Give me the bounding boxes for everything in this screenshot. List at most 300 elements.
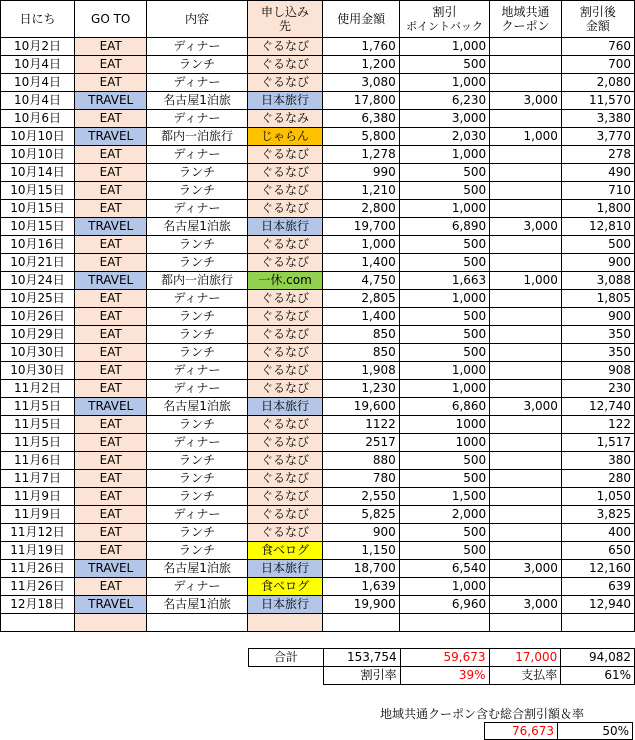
date-cell: 12月18日 [1,596,75,614]
destination-cell: 食べログ [247,542,323,560]
after-amount-cell: 400 [561,524,634,542]
amount-cell: 1,908 [323,362,399,380]
after-amount-cell: 710 [561,182,634,200]
table-row [1,272,635,290]
coupon-cell [490,416,562,434]
date-cell: 11月5日 [1,416,75,434]
after-amount-cell: 1,800 [561,200,634,218]
goto-cell: EAT [75,380,147,398]
destination-cell: 日本旅行 [247,560,323,578]
coupon-cell [490,236,562,254]
after-amount-cell: 12,740 [561,398,634,416]
destination-cell: 日本旅行 [247,398,323,416]
header-discount [399,1,489,38]
date-cell: 11月2日 [1,380,75,398]
goto-cell: EAT [75,74,147,92]
coupon-cell [490,326,562,344]
discount-cell: 500 [399,254,489,272]
destination-cell: ぐるなび [247,524,323,542]
table-row [1,56,635,74]
goto-cell: EAT [75,308,147,326]
goto-cell: EAT [75,452,147,470]
table-row [1,344,635,362]
date-cell: 10月4日 [1,56,75,74]
date-cell: 10月30日 [1,344,75,362]
coupon-cell [490,164,562,182]
date-cell: 10月14日 [1,164,75,182]
content-cell: ランチ [147,56,247,74]
destination-cell: 一休.com [247,272,323,290]
date-cell: 11月9日 [1,506,75,524]
discount-cell: 500 [399,164,489,182]
header-coupon [490,1,562,38]
header-after-line1: 割引後 [579,5,616,19]
destination-cell: ぐるなび [247,254,323,272]
after-amount-cell: 760 [561,38,634,56]
goto-cell: TRAVEL [75,596,147,614]
content-cell: ディナー [147,146,247,164]
date-cell: 10月24日 [1,272,75,290]
after-amount-cell: 12,160 [561,560,634,578]
table-row [1,452,635,470]
header-amount: 使用金額 [323,1,399,38]
amount-cell: 900 [323,524,399,542]
discount-cell: 1000 [399,416,489,434]
discount-cell: 2,000 [399,506,489,524]
goto-cell: EAT [75,326,147,344]
coupon-cell [490,110,562,128]
date-cell: 10月21日 [1,254,75,272]
goto-cell: EAT [75,470,147,488]
discount-cell: 6,960 [399,596,489,614]
summary-table [248,648,635,685]
date-cell: 11月6日 [1,452,75,470]
after-amount-cell: 278 [561,146,634,164]
table-row [1,416,635,434]
coupon-cell [490,578,562,596]
coupon-cell [490,542,562,560]
date-cell: 11月5日 [1,398,75,416]
coupon-cell [490,200,562,218]
amount-cell: 1,200 [323,56,399,74]
content-cell: ディナー [147,110,247,128]
coupon-cell [490,182,562,200]
table-row [1,524,635,542]
coupon-cell [490,254,562,272]
table-row [1,236,635,254]
destination-cell: ぐるなび [247,380,323,398]
amount-cell: 1,000 [323,236,399,254]
destination-cell: ぐるなび [247,146,323,164]
after-amount-cell: 280 [561,470,634,488]
table-row [1,362,635,380]
destination-cell: ぐるなび [247,308,323,326]
table-row [1,488,635,506]
header-goto: GO TO [75,1,147,38]
amount-cell: 1,400 [323,254,399,272]
discount-cell: 6,230 [399,92,489,110]
discount-cell: 1,000 [399,38,489,56]
after-amount-cell: 908 [561,362,634,380]
amount-cell: 2,800 [323,200,399,218]
date-cell: 10月4日 [1,92,75,110]
table-row [1,218,635,236]
content-cell: ランチ [147,182,247,200]
content-cell: 都内一泊旅行 [147,272,247,290]
date-cell: 10月10日 [1,146,75,164]
date-cell: 10月15日 [1,200,75,218]
destination-cell: 日本旅行 [247,596,323,614]
destination-cell: 食べログ [247,578,323,596]
empty-cell [147,614,247,632]
amount-cell: 1,400 [323,308,399,326]
after-amount-cell: 230 [561,380,634,398]
date-cell: 11月19日 [1,542,75,560]
total-discount: 59,673 [400,649,489,667]
goto-cell: EAT [75,524,147,542]
amount-cell: 1,150 [323,542,399,560]
coupon-cell [490,524,562,542]
empty-cell [247,614,323,632]
amount-cell: 1,210 [323,182,399,200]
table-row [1,110,635,128]
goto-cell: EAT [75,164,147,182]
table-row [1,542,635,560]
goto-cell: TRAVEL [75,398,147,416]
after-amount-cell: 639 [561,578,634,596]
destination-cell: ぐるなび [247,470,323,488]
goto-cell: EAT [75,362,147,380]
empty-cell [399,614,489,632]
table-row [1,146,635,164]
after-amount-cell: 380 [561,452,634,470]
after-amount-cell: 3,770 [561,128,634,146]
table-row [1,308,635,326]
discount-cell: 500 [399,236,489,254]
content-cell: ランチ [147,542,247,560]
goto-cell: EAT [75,290,147,308]
table-row [1,254,635,272]
empty-cell [323,614,399,632]
amount-cell: 19,600 [323,398,399,416]
coupon-cell [490,506,562,524]
date-cell: 10月4日 [1,74,75,92]
table-row [1,470,635,488]
content-cell: ランチ [147,236,247,254]
amount-cell: 5,825 [323,506,399,524]
summary-total-row [249,649,635,667]
header-row [1,1,635,38]
overall-discount-table [484,722,633,740]
header-discount-line2: ポイントバック [406,19,483,33]
discount-cell: 1,000 [399,290,489,308]
table-row [1,596,635,614]
coupon-cell [490,74,562,92]
after-amount-cell: 11,570 [561,92,634,110]
amount-cell: 3,080 [323,74,399,92]
content-cell: ランチ [147,164,247,182]
discount-cell: 1,000 [399,200,489,218]
coupon-cell [490,38,562,56]
pay-rate-label: 支払率 [489,667,561,685]
after-amount-cell: 2,080 [561,74,634,92]
coupon-cell [490,56,562,74]
after-amount-cell: 490 [561,164,634,182]
content-cell: 都内一泊旅行 [147,128,247,146]
header-after-line2: 金額 [585,19,610,33]
destination-cell: ぐるなび [247,200,323,218]
discount-cell: 6,890 [399,218,489,236]
date-cell: 11月7日 [1,470,75,488]
date-cell: 10月15日 [1,218,75,236]
destination-cell: 日本旅行 [247,92,323,110]
total-coupon: 17,000 [489,649,561,667]
total-after: 94,082 [561,649,635,667]
table-row [1,182,635,200]
overall-discount-label: 地域共通クーポン含む総合割引額＆率 [380,707,585,721]
after-amount-cell: 700 [561,56,634,74]
coupon-cell [490,470,562,488]
table-row [1,380,635,398]
header-coupon-line1: 地域共通 [501,5,550,19]
goto-cell: EAT [75,200,147,218]
destination-cell: ぐるなび [247,182,323,200]
discount-cell: 1,000 [399,578,489,596]
amount-cell: 1,230 [323,380,399,398]
content-cell: ディナー [147,578,247,596]
pay-rate-value: 61% [561,667,635,685]
coupon-cell: 3,000 [490,218,562,236]
discount-cell: 1,000 [399,74,489,92]
date-cell: 11月26日 [1,560,75,578]
destination-cell: ぐるなび [247,344,323,362]
goto-cell: EAT [75,488,147,506]
table-row [1,290,635,308]
header-content: 内容 [147,1,247,38]
after-amount-cell: 1,805 [561,290,634,308]
empty-cell [561,614,634,632]
date-cell: 10月26日 [1,308,75,326]
goto-cell: TRAVEL [75,128,147,146]
coupon-cell: 3,000 [490,398,562,416]
goto-cell: EAT [75,542,147,560]
amount-cell: 6,380 [323,110,399,128]
content-cell: ディナー [147,434,247,452]
table-row [1,92,635,110]
destination-cell: ぐるなび [247,434,323,452]
table-row [1,434,635,452]
date-cell: 11月9日 [1,488,75,506]
empty-row [1,614,635,632]
content-cell: 名古屋1泊旅 [147,218,247,236]
after-amount-cell: 3,825 [561,506,634,524]
header-destination-line1: 申し込み [261,5,310,19]
content-cell: ランチ [147,488,247,506]
discount-cell: 1000 [399,434,489,452]
amount-cell: 2,550 [323,488,399,506]
table-row [1,326,635,344]
date-cell: 10月6日 [1,110,75,128]
after-amount-cell: 3,380 [561,110,634,128]
amount-cell: 18,700 [323,560,399,578]
destination-cell: ぐるなび [247,56,323,74]
table-row [1,74,635,92]
amount-cell: 2517 [323,434,399,452]
goto-cell: TRAVEL [75,92,147,110]
date-cell: 11月12日 [1,524,75,542]
overall-discount-row [485,723,633,740]
content-cell: 名古屋1泊旅 [147,398,247,416]
amount-cell: 4,750 [323,272,399,290]
content-cell: 名古屋1泊旅 [147,596,247,614]
content-cell: ランチ [147,254,247,272]
discount-cell: 3,000 [399,110,489,128]
goto-cell: EAT [75,254,147,272]
coupon-cell [490,380,562,398]
after-amount-cell: 500 [561,236,634,254]
discount-cell: 500 [399,542,489,560]
destination-cell: 日本旅行 [247,218,323,236]
content-cell: ランチ [147,416,247,434]
coupon-cell: 1,000 [490,272,562,290]
overall-discount-amount: 76,673 [485,723,558,740]
date-cell: 10月15日 [1,182,75,200]
date-cell: 10月25日 [1,290,75,308]
goto-cell: EAT [75,38,147,56]
header-destination [247,1,323,38]
after-amount-cell: 900 [561,254,634,272]
discount-cell: 500 [399,452,489,470]
content-cell: ディナー [147,290,247,308]
coupon-cell [490,488,562,506]
total-label: 合計 [249,649,324,667]
coupon-cell [490,362,562,380]
discount-cell: 1,500 [399,488,489,506]
table-row [1,200,635,218]
discount-cell: 500 [399,56,489,74]
destination-cell: ぐるなみ [247,110,323,128]
goto-cell: EAT [75,434,147,452]
after-amount-cell: 3,088 [561,272,634,290]
amount-cell: 1,278 [323,146,399,164]
content-cell: ディナー [147,74,247,92]
content-cell: ランチ [147,524,247,542]
discount-cell: 1,000 [399,362,489,380]
destination-cell: ぐるなび [247,488,323,506]
content-cell: ディナー [147,200,247,218]
content-cell: 名古屋1泊旅 [147,92,247,110]
after-amount-cell: 1,050 [561,488,634,506]
coupon-cell [490,434,562,452]
goto-cell: EAT [75,578,147,596]
goto-cell: EAT [75,146,147,164]
discount-cell: 500 [399,326,489,344]
amount-cell: 1,639 [323,578,399,596]
destination-cell: ぐるなび [247,236,323,254]
destination-cell: ぐるなび [247,74,323,92]
after-amount-cell: 350 [561,344,634,362]
goto-cell: EAT [75,110,147,128]
content-cell: ディナー [147,362,247,380]
discount-rate-value: 39% [400,667,489,685]
destination-cell: ぐるなび [247,164,323,182]
header-after [561,1,634,38]
coupon-cell: 3,000 [490,596,562,614]
empty-cell [490,614,562,632]
goto-cell: TRAVEL [75,272,147,290]
header-destination-line2: 先 [279,19,292,33]
after-amount-cell: 12,940 [561,596,634,614]
amount-cell: 19,900 [323,596,399,614]
discount-cell: 1,663 [399,272,489,290]
after-amount-cell: 900 [561,308,634,326]
amount-cell: 850 [323,326,399,344]
amount-cell: 5,800 [323,128,399,146]
total-amount: 153,754 [323,649,400,667]
destination-cell: じゃらん [247,128,323,146]
table-row [1,38,635,56]
table-row [1,506,635,524]
header-discount-line1: 割引 [432,4,457,19]
content-cell: ディナー [147,380,247,398]
content-cell: ランチ [147,308,247,326]
content-cell: ディナー [147,38,247,56]
table-body [1,38,635,632]
summary-spacer [249,667,324,685]
table-row [1,128,635,146]
destination-cell: ぐるなび [247,362,323,380]
discount-cell: 500 [399,344,489,362]
coupon-cell [490,290,562,308]
coupon-cell [490,146,562,164]
amount-cell: 1122 [323,416,399,434]
goto-cell: TRAVEL [75,218,147,236]
date-cell: 10月30日 [1,362,75,380]
discount-cell: 500 [399,470,489,488]
coupon-cell [490,308,562,326]
date-cell: 10月2日 [1,38,75,56]
amount-cell: 17,800 [323,92,399,110]
content-cell: ディナー [147,506,247,524]
content-cell: ランチ [147,470,247,488]
discount-cell: 500 [399,308,489,326]
discount-cell: 6,540 [399,560,489,578]
goto-cell: EAT [75,344,147,362]
header-date: 日にち [1,1,75,38]
discount-cell: 1,000 [399,146,489,164]
coupon-cell: 3,000 [490,560,562,578]
destination-cell: ぐるなび [247,416,323,434]
goto-cell: EAT [75,506,147,524]
date-cell: 10月16日 [1,236,75,254]
table-row [1,164,635,182]
discount-rate-label: 割引率 [323,667,400,685]
date-cell: 11月5日 [1,434,75,452]
coupon-cell: 1,000 [490,128,562,146]
destination-cell: ぐるなび [247,38,323,56]
amount-cell: 2,805 [323,290,399,308]
after-amount-cell: 1,517 [561,434,634,452]
destination-cell: ぐるなび [247,326,323,344]
goto-cell: TRAVEL [75,560,147,578]
content-cell: ランチ [147,452,247,470]
discount-cell: 2,030 [399,128,489,146]
destination-cell: ぐるなび [247,506,323,524]
table-row [1,398,635,416]
header-coupon-line2: クーポン [501,19,550,33]
discount-cell: 500 [399,182,489,200]
amount-cell: 850 [323,344,399,362]
